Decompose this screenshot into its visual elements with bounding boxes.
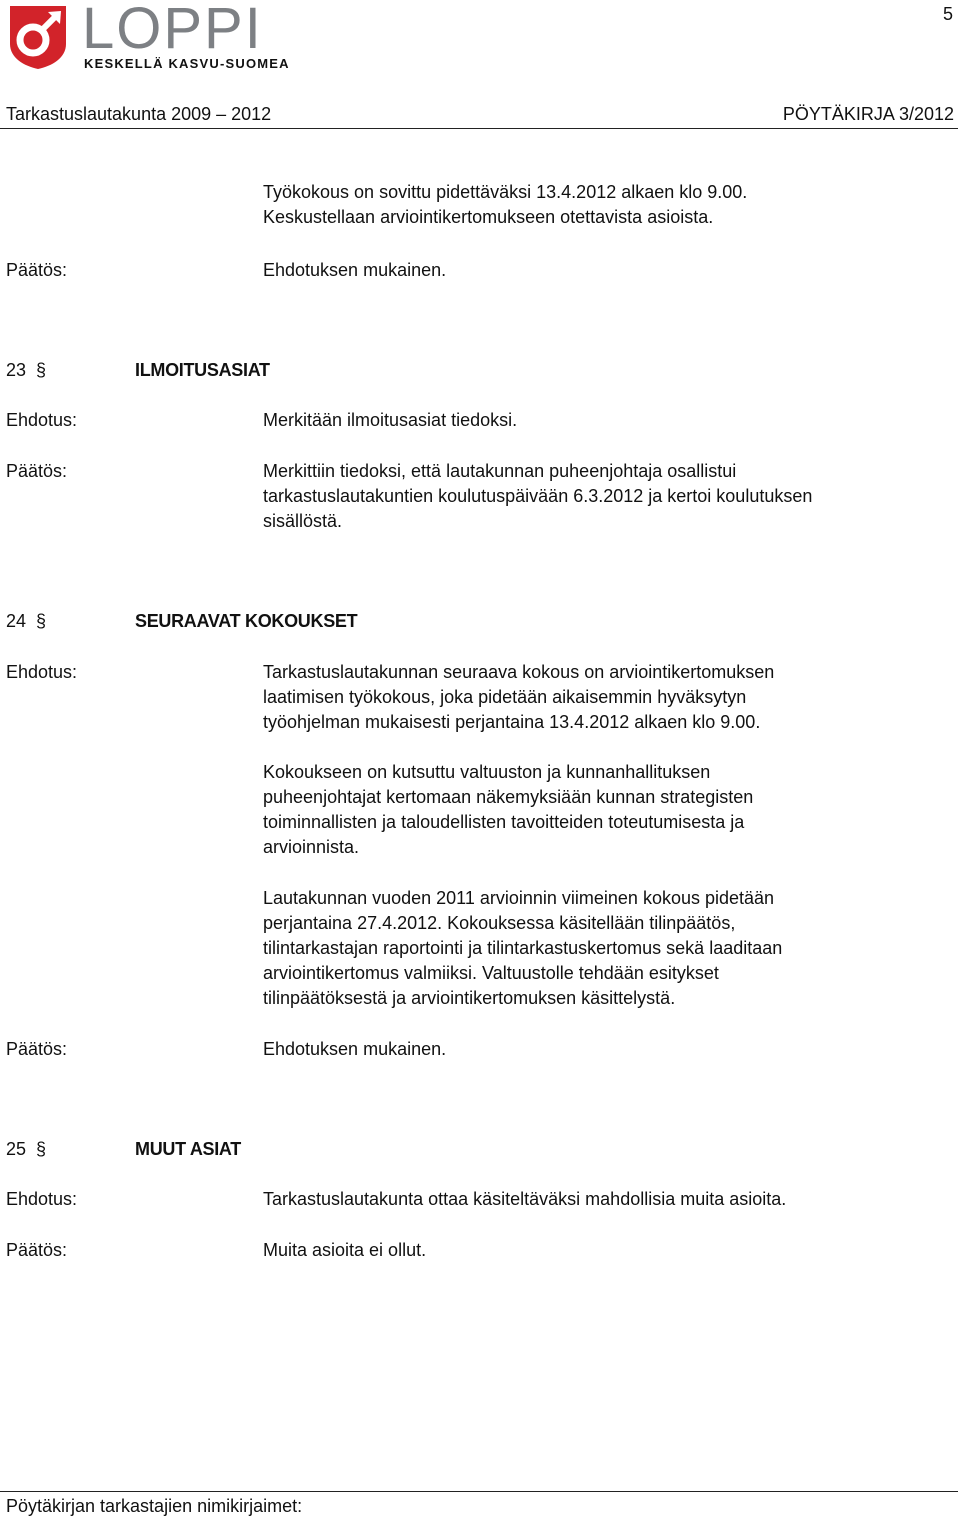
- proposal-line: tilintarkastajan raportointi ja tilintarkastuskertomus sekä laaditaan: [263, 938, 783, 958]
- decision-label: Päätös:: [6, 461, 68, 481]
- header-left: Tarkastuslautakunta 2009 – 2012: [6, 104, 272, 124]
- proposal-line: tilinpäätöksestä ja arviointikertomuksen käsittelystä.: [263, 988, 676, 1008]
- proposal-line: Lautakunnan vuoden 2011 arvioinnin viimeinen kokous pidetään: [263, 888, 775, 908]
- intro-line-2: Keskustellaan arviointikertomukseen otettavista asioista.: [263, 207, 714, 227]
- decision-line: Merkittiin tiedoksi, että lautakunnan puheenjohtaja osallistui: [263, 461, 737, 481]
- section-symbol: §: [36, 1139, 47, 1159]
- footer-rule: [0, 1491, 958, 1492]
- section-number: 24: [6, 611, 27, 631]
- footer-initials-label: Pöytäkirjan tarkastajien nimikirjaimet:: [6, 1496, 303, 1516]
- section-symbol: §: [36, 611, 47, 631]
- proposal-label: Ehdotus:: [6, 410, 78, 430]
- intro-line-1: Työkokous on sovittu pidettäväksi 13.4.2012 alkaen klo 9.00.: [263, 182, 748, 202]
- decision-text: Muita asioita ei ollut.: [263, 1240, 427, 1260]
- proposal-line: perjantaina 27.4.2012. Kokouksessa käsitellään tilinpäätös,: [263, 913, 736, 933]
- proposal-line: laatimisen työkokous, joka pidetään aikaisemmin hyväksytyn: [263, 687, 747, 707]
- decision-text: Ehdotuksen mukainen.: [263, 260, 447, 280]
- decision-line: sisällöstä.: [263, 511, 343, 531]
- proposal-line: arviointikertomus valmiiksi. Valtuustolle tehdään esitykset: [263, 963, 719, 983]
- section-title: SEURAAVAT KOKOUKSET: [135, 611, 358, 631]
- section-title: MUUT ASIAT: [135, 1139, 241, 1159]
- decision-line: tarkastuslautakuntien koulutuspäivään 6.3.2012 ja kertoi koulutuksen: [263, 486, 813, 506]
- proposal-line: Kokoukseen on kutsuttu valtuuston ja kunnanhallituksen: [263, 762, 711, 782]
- decision-label: Päätös:: [6, 1240, 68, 1260]
- proposal-text: Tarkastuslautakunta ottaa käsiteltäväksi mahdollisia muita asioita.: [263, 1189, 787, 1209]
- section-number: 23: [6, 360, 27, 380]
- proposal-label: Ehdotus:: [6, 662, 78, 682]
- header-rule: [0, 128, 958, 129]
- proposal-text: Merkitään ilmoitusasiat tiedoksi.: [263, 410, 518, 430]
- logo-tagline: KESKELLÄ KASVU-SUOMEA: [84, 56, 290, 71]
- proposal-line: Tarkastuslautakunnan seuraava kokous on arviointikertomuksen: [263, 662, 775, 682]
- logo-wordmark: LOPPI: [82, 0, 263, 61]
- proposal-line: työohjelman mukaisesti perjantaina 13.4.2012 alkaen klo 9.00.: [263, 712, 761, 732]
- decision-text: Ehdotuksen mukainen.: [263, 1039, 447, 1059]
- proposal-line: puheenjohtajat kertomaan näkemyksiään kunnan strategisten: [263, 787, 754, 807]
- decision-label: Päätös:: [6, 260, 68, 280]
- proposal-line: toiminnallisten ja taloudellisten tavoitteiden toteutumisesta ja: [263, 812, 745, 832]
- section-title: ILMOITUSASIAT: [135, 360, 270, 380]
- proposal-label: Ehdotus:: [6, 1189, 78, 1209]
- section-symbol: §: [36, 360, 47, 380]
- loppi-logo-emblem: [6, 2, 70, 70]
- decision-label: Päätös:: [6, 1039, 68, 1059]
- page-number: 5: [942, 4, 953, 24]
- proposal-line: arvioinnista.: [263, 837, 360, 857]
- header-right: PÖYTÄKIRJA 3/2012: [782, 104, 954, 124]
- section-number: 25: [6, 1139, 27, 1159]
